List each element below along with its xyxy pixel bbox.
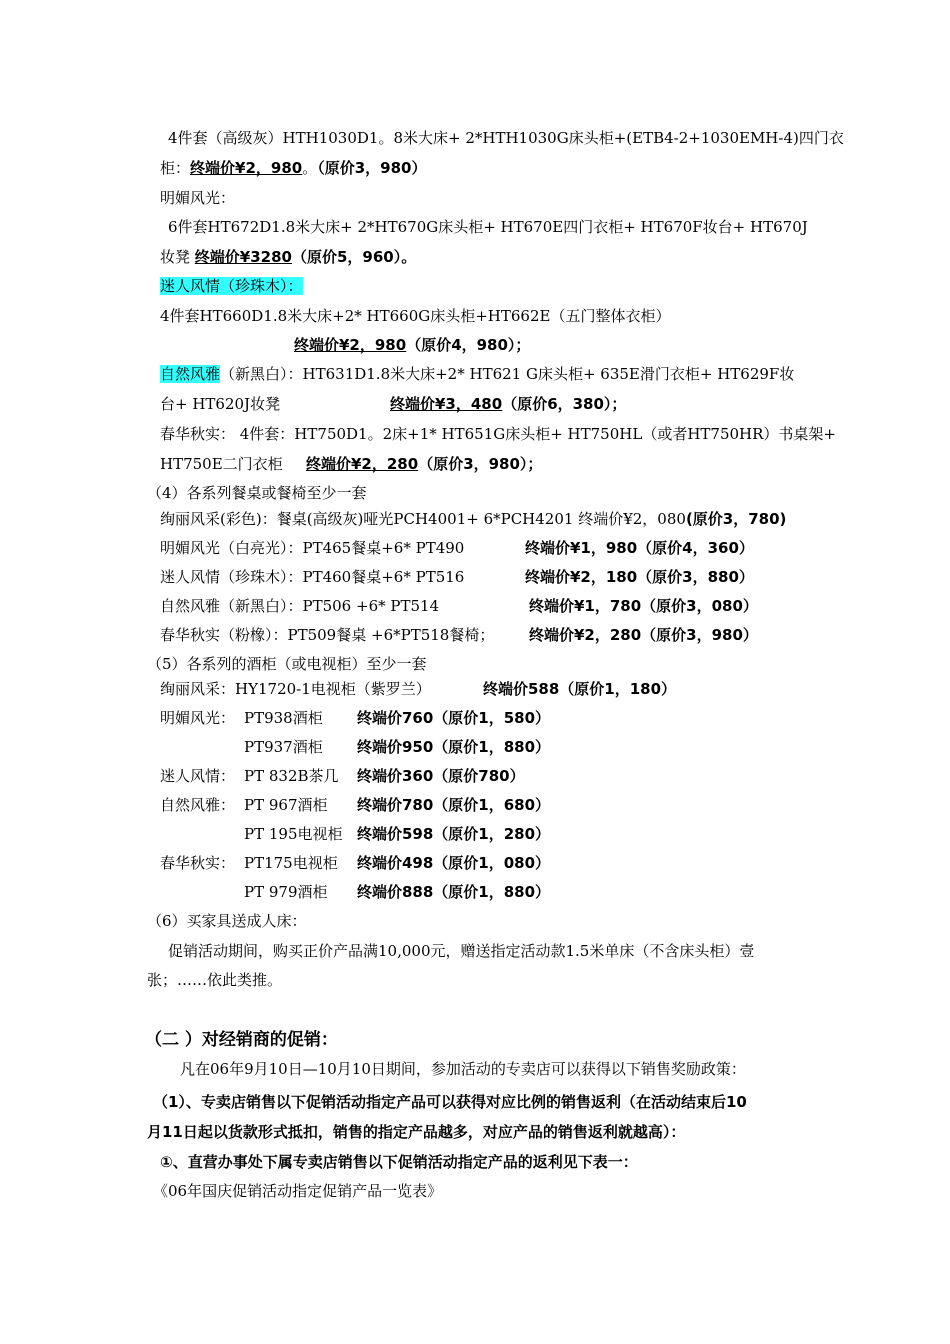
miren-title [160,276,303,296]
section4-row-0-original: (原价3，780) [685,510,787,528]
mingmei-line-1: 6件套HT672D1.8米大床+ 2*HT670G床头柜+ HT670E四门衣柜+ HT670F妆台+ HT670J [168,218,808,236]
section5-row-4-item: PT 967酒柜 [244,796,328,814]
section5-row-3-item: PT 832B茶几 [244,767,339,785]
chunhua-line-2-price [306,454,542,474]
section6-line-2: 张；……依此类推。 [147,971,283,989]
part2-bold-2: ①、直营办事处下属专卖店销售以下促销活动指定产品的返利见下表一： [160,1153,638,1171]
section5-row-2-item: PT937酒柜 [244,738,323,756]
section5-row-0-price: 终端价588（原价1，180） [483,680,677,698]
part2-bold-1a: （1）、专卖店销售以下促销活动指定产品可以获得对应比例的销售返利（在活动结束后10 [153,1093,747,1111]
section5-row-7-item: PT 979酒柜 [244,883,328,901]
section5-row-6-item: PT175电视柜 [244,854,338,872]
section6-title: （6）买家具送成人床： [147,912,307,930]
section4-row-4-label: 春华秋实（粉橡）：PT509餐桌 +6*PT518餐椅； [160,626,495,644]
section4-row-1-price: 终端价¥1，980（原价4，360） [525,539,754,557]
section5-row-1-series: 明媚风光： [160,709,236,727]
ziran-title-highlight: 自然风雅 [160,365,221,383]
section4-row-3-label: 自然风雅（新黑白）：PT506 +6* PT514 [160,597,440,615]
chunhua-line-1: 春华秋实： 4件套：HT750D1。2床+1* HT651G床头柜+ HT750HL（或者HT750HR）书桌架+ [160,425,836,443]
section5-title: （5）各系列的酒柜（或电视柜）至少一套 [147,655,427,673]
section5-row-6-series: 春华秋实： [160,854,236,872]
section5-row-4-price: 终端价780（原价1，680） [357,796,551,814]
ziran-line-1-rest: （新黑白）：HT631D1.8米大床+2* HT621 G床头柜+ 635E滑门衣柜+ HT629F妆 [220,365,795,383]
ziran-line-2-price [390,394,626,414]
section5-row-7-price: 终端价888（原价1，880） [357,883,551,901]
chunhua-price: 终端价¥2，280 [306,455,419,473]
intro-price: 终端价¥2，980 [190,159,303,177]
section4-title: （4）各系列餐桌或餐椅至少一套 [147,484,367,502]
miren-line-2 [294,335,530,355]
section4-row-1-label: 明媚风光（白亮光）：PT465餐桌+6* PT490 [160,539,465,557]
section6-line-1: 促销活动期间，购买正价产品满10,000元，赠送指定活动款1.5米单床（不含床头柜）壹 [168,942,755,960]
miren-original-price: （原价4，980）； [406,336,531,354]
section5-row-5-item: PT 195电视柜 [244,825,343,843]
part2-bold-1b: 月11日起以货款形式抵扣，销售的指定产品越多，对应产品的销售返利就越高）： [147,1123,686,1141]
section4-row-3-price: 终端价¥1，780（原价3，080） [529,597,758,615]
chunhua-line-2-prefix: HT750E二门衣柜 [160,455,283,473]
section5-row-3-series: 迷人风情： [160,767,236,785]
chunhua-original-price: （原价3，980）； [418,455,543,473]
part2-heading: （二 ）对经销商的促销： [145,1030,338,1050]
mingmei-price: 终端价¥3280 [194,248,292,266]
intro-line-1: 4件套（高级灰）HTH1030D1。8米大床+ 2*HTH1030G床头柜+(ETB4-2+1030EMH-4)四门衣 [168,129,844,147]
section4-row-0-text: 绚丽风采(彩色)：餐桌(高级灰)哑光PCH4001+ 6*PCH4201 终端价¥2，080 [160,510,686,528]
section4-row-4-price: 终端价¥2，280（原价3，980） [529,626,758,644]
table-title: 《06年国庆促销活动指定促销产品一览表》 [153,1182,443,1200]
section5-row-1-price: 终端价760（原价1，580） [357,709,551,727]
section5-row-0-text: 绚丽风采：HY1720-1电视柜（紫罗兰） [160,680,431,698]
section4-row-2-price: 终端价¥2，180（原价3，880） [525,568,754,586]
intro-line-2-prefix: 柜： [160,159,191,177]
part2-line-1: 凡在06年9月10日—10月10日期间，参加活动的专卖店可以获得以下销售奖励政策： [180,1060,746,1078]
section5-row-5-price: 终端价598（原价1，280） [357,825,551,843]
section5-row-2-price: 终端价950（原价1，880） [357,738,551,756]
intro-original-price: （原价3，980） [317,159,427,177]
miren-line-1: 4件套HT660D1.8米大床+2* HT660G床头柜+HT662E（五门整体衣柜） [160,307,671,325]
ziran-original-price: （原价6，380）； [502,395,627,413]
intro-line-2 [160,158,426,178]
miren-title-highlight: 迷人风情（珍珠木）： [160,277,303,295]
mingmei-line-2-prefix: 妆凳 [160,248,195,266]
section5-row-6-price: 终端价498（原价1，080） [357,854,551,872]
ziran-line-1 [160,364,794,384]
miren-price: 终端价¥2，980 [294,336,407,354]
section5-row-1-item: PT938酒柜 [244,709,323,727]
section4-row-2-label: 迷人风情（珍珠木）：PT460餐桌+6* PT516 [160,568,465,586]
section5-row-4-series: 自然风雅： [160,796,236,814]
ziran-price: 终端价¥3，480 [390,395,503,413]
section5-row-3-price: 终端价360（原价780） [357,767,525,785]
ziran-line-2-prefix: 台+ HT620J妆凳 [160,395,281,413]
section4-row-0 [160,509,786,529]
mingmei-title: 明媚风光： [160,189,236,207]
intro-punct: 。 [302,159,318,177]
mingmei-original-price: （原价5，960）。 [291,248,417,266]
mingmei-line-2 [160,247,416,267]
